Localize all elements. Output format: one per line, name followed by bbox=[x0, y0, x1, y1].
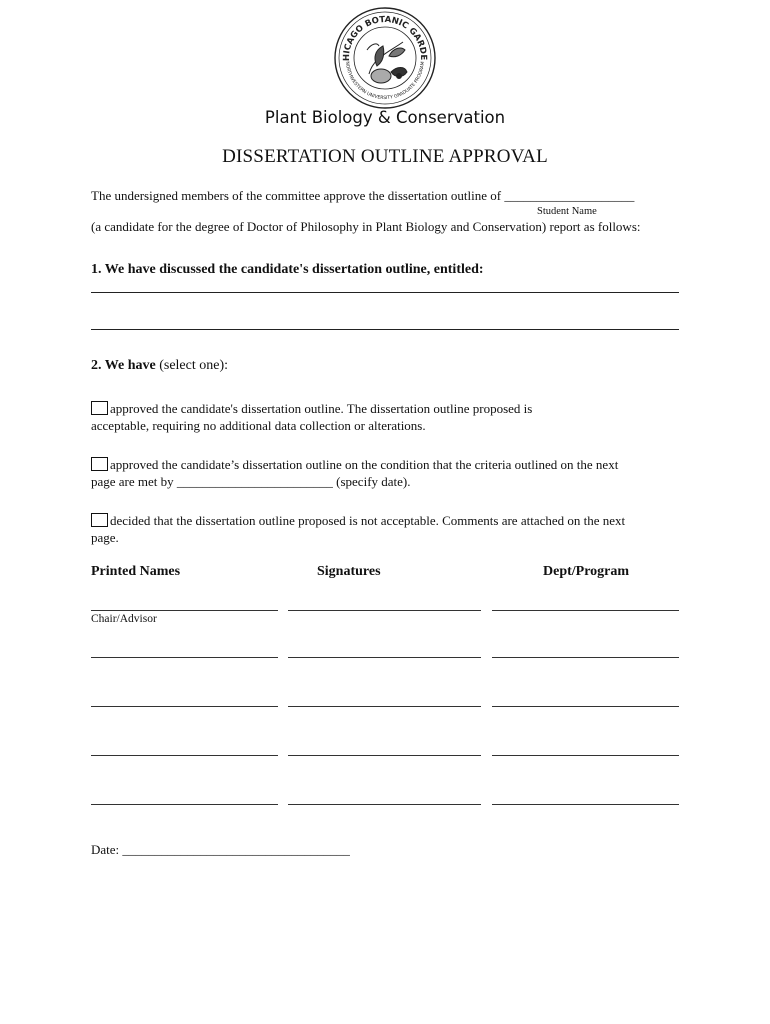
section-2-heading-rest: (select one): bbox=[155, 358, 228, 373]
signature-line[interactable] bbox=[288, 706, 481, 707]
section-1-heading: 1. We have discussed the candidate's dissertation outline, entitled: bbox=[91, 262, 484, 277]
printed-name-line[interactable] bbox=[91, 755, 278, 756]
signature-line[interactable] bbox=[288, 610, 481, 611]
dept-program-line[interactable] bbox=[492, 657, 679, 658]
section-2-heading bbox=[91, 358, 228, 374]
dept-program-line[interactable] bbox=[492, 610, 679, 611]
printed-name-line[interactable] bbox=[91, 610, 278, 611]
intro-line-2: (a candidate for the degree of Doctor of Philosophy in Plant Biology and Conservation) report as follows: bbox=[91, 219, 641, 234]
seal-text-bottom: NORTHWESTERN UNIVERSITY GRADUATE PROGRAM bbox=[343, 61, 427, 101]
dept-program-line[interactable] bbox=[492, 755, 679, 756]
option-conditional-line-1: approved the candidate’s dissertation outline on the condition that the criteria outlined on the next bbox=[110, 457, 619, 472]
option-approved-line-2: acceptable, requiring no additional data collection or alterations. bbox=[91, 418, 426, 433]
column-header-printed-names: Printed Names bbox=[91, 564, 181, 579]
option-conditional bbox=[91, 457, 618, 473]
seal-text-top: HICAGO BOTANIC GARDE bbox=[341, 14, 429, 62]
program-subtitle: Plant Biology & Conservation bbox=[264, 108, 506, 127]
seal-plant-illustration bbox=[367, 42, 407, 83]
title-line-1[interactable] bbox=[91, 292, 679, 293]
option-not-acceptable bbox=[91, 513, 625, 529]
option-not-acceptable-line-2: page. bbox=[91, 530, 119, 545]
dept-program-line[interactable] bbox=[492, 706, 679, 707]
student-name-label: Student Name bbox=[537, 206, 597, 217]
option-approved-checkbox[interactable] bbox=[91, 401, 108, 415]
signature-line[interactable] bbox=[288, 657, 481, 658]
section-2-heading-bold: 2. We have bbox=[91, 358, 156, 373]
printed-name-line[interactable] bbox=[91, 657, 278, 658]
dept-program-line[interactable] bbox=[492, 804, 679, 805]
printed-name-line[interactable] bbox=[91, 804, 278, 805]
option-not-acceptable-checkbox[interactable] bbox=[91, 513, 108, 527]
option-conditional-checkbox[interactable] bbox=[91, 457, 108, 471]
option-conditional-line-2: page are met by ________________________ (specify date). bbox=[91, 474, 411, 489]
chicago-botanic-garden-seal bbox=[333, 6, 437, 110]
page-title: DISSERTATION OUTLINE APPROVAL bbox=[222, 146, 548, 167]
option-approved-line-1: approved the candidate's dissertation outline. The dissertation outline proposed is bbox=[110, 401, 533, 416]
intro-line-1: The undersigned members of the committee approve the dissertation outline of ____________________ bbox=[91, 188, 635, 203]
title-line-2[interactable] bbox=[91, 329, 679, 330]
signature-line[interactable] bbox=[288, 804, 481, 805]
option-not-acceptable-line-1: decided that the dissertation outline proposed is not acceptable. Comments are attached on the next bbox=[110, 513, 626, 528]
column-header-signatures: Signatures bbox=[317, 564, 381, 579]
signature-line[interactable] bbox=[288, 755, 481, 756]
printed-name-line[interactable] bbox=[91, 706, 278, 707]
date-field[interactable]: Date: ___________________________________ bbox=[91, 842, 350, 857]
chair-advisor-label: Chair/Advisor bbox=[91, 613, 157, 625]
column-header-dept-program: Dept/Program bbox=[543, 564, 630, 579]
option-approved bbox=[91, 401, 532, 417]
